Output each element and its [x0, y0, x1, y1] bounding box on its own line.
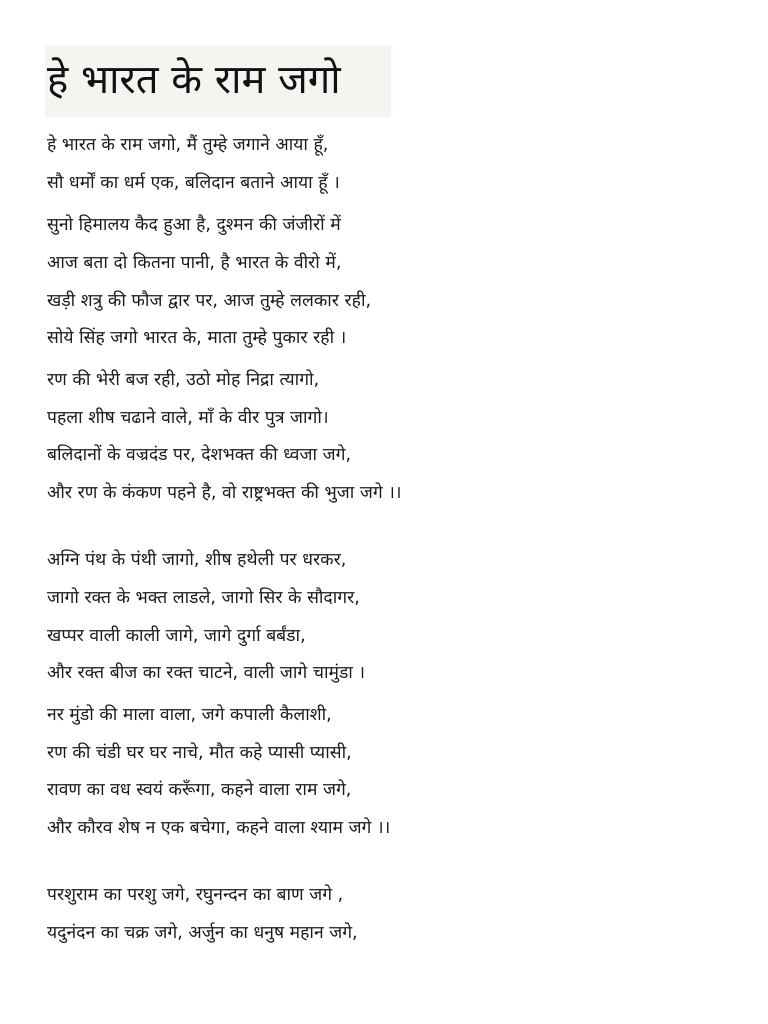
poem-line: और रक्त बीज का रक्त चाटने, वाली जागे चामुंडा । — [47, 663, 366, 683]
poem-line: जागो रक्त के भक्त लाडले, जागो सिर के सौदागर, — [47, 588, 360, 608]
poem-line: सुनो हिमालय कैद हुआ है, दुश्मन की जंजीरों में — [47, 215, 341, 235]
poem-line: नर मुंडो की माला वाला, जगे कपाली कैलाशी, — [47, 705, 332, 725]
poem-line: और रण के कंकण पहने है, वो राष्ट्रभक्त की भुजा जगे ।। — [47, 483, 402, 503]
poem-line: खड़ी शत्रु की फौज द्वार पर, आज तुम्हे ललकार रही, — [47, 291, 372, 311]
poem-line: बलिदानों के वज्रदंड पर, देशभक्त की ध्वजा जगे, — [47, 445, 352, 465]
poem-line: रण की भेरी बज रही, उठो मोह निद्रा त्यागो, — [47, 370, 320, 390]
poem-line: रण की चंडी घर घर नाचे, मौत कहे प्यासी प्यासी, — [47, 743, 352, 763]
poem-line: खप्पर वाली काली जागे, जागे दुर्गा बर्बंडा, — [47, 626, 306, 646]
poem-line: सौ धर्मों का धर्म एक, बलिदान बताने आया हूँ । — [47, 173, 340, 193]
poem-line: पहला शीष चढाने वाले, माँ के वीर पुत्र जागो। — [47, 408, 329, 428]
poem-title: हे भारत के राम जगो — [47, 57, 341, 103]
poem-line: हे भारत के राम जगो, मैं तुम्हे जगाने आया हूँ, — [47, 135, 329, 155]
poem-line: यदुनंदन का चक्र जगे, अर्जुन का धनुष महान जगे, — [47, 923, 358, 943]
poem-line: सोये सिंह जगो भारत के, माता तुम्हे पुकार रही । — [47, 328, 347, 348]
poem-line: आज बता दो कितना पानी, है भारत के वीरो में, — [47, 253, 342, 273]
poem-line: अग्नि पंथ के पंथी जागो, शीष हथेली पर धरकर, — [47, 550, 347, 570]
poem-line: परशुराम का परशु जगे, रघुनन्दन का बाण जगे , — [47, 885, 344, 905]
poem-line: और कौरव शेष न एक बचेगा, कहने वाला श्याम जगे ।। — [47, 818, 391, 838]
poem-line: रावण का वध स्वयं करूँगा, कहने वाला राम जगे, — [47, 780, 352, 800]
